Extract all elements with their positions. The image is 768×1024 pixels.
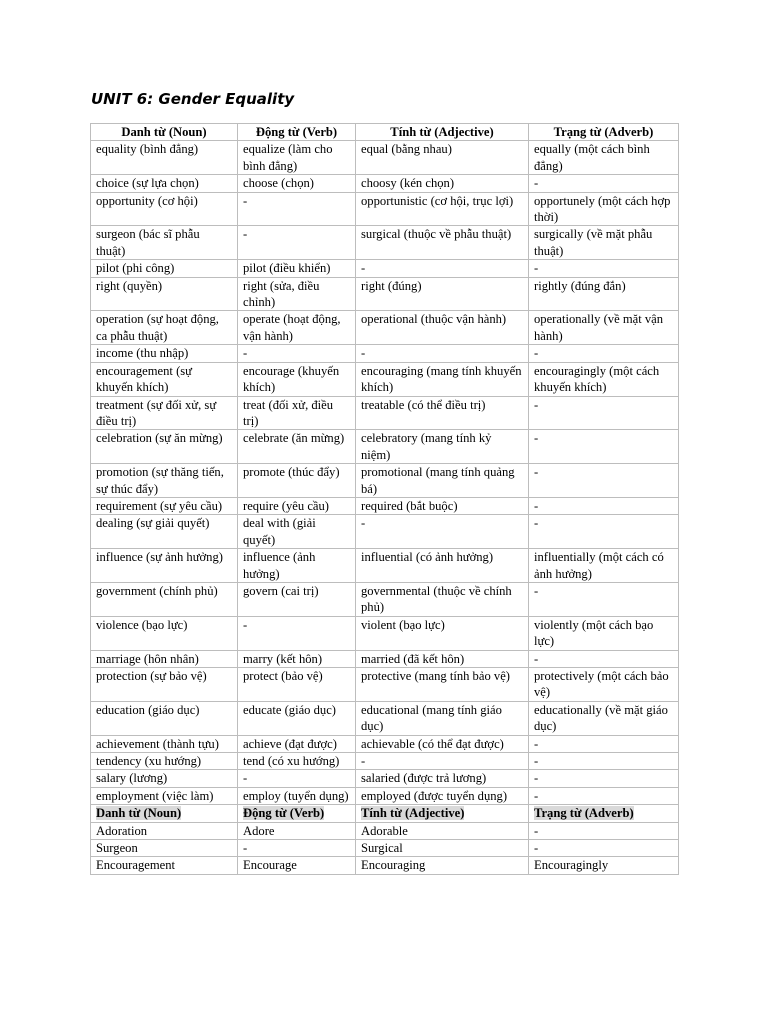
cell-noun: government (chính phủ) — [91, 582, 238, 616]
subheader-label: Danh từ (Noun) — [96, 806, 182, 821]
cell-adjective: governmental (thuộc về chính phủ) — [356, 582, 529, 616]
cell-adjective: celebratory (mang tính kỷ niệm) — [356, 430, 529, 464]
cell-noun — [91, 805, 238, 822]
cell-noun: surgeon (bác sĩ phẫu thuật) — [91, 226, 238, 260]
cell-noun: encouragement (sự khuyến khích) — [91, 362, 238, 396]
cell-adjective: operational (thuộc vận hành) — [356, 311, 529, 345]
cell-adverb: - — [529, 175, 679, 192]
cell-adjective: educational (mang tính giáo dục) — [356, 701, 529, 735]
cell-adverb: - — [529, 770, 679, 787]
cell-noun: dealing (sự giải quyết) — [91, 515, 238, 549]
table-row — [91, 430, 679, 464]
cell-adverb: violently (một cách bạo lực) — [529, 616, 679, 650]
cell-noun: marriage (hôn nhân) — [91, 650, 238, 667]
cell-verb: Encourage — [238, 857, 356, 874]
cell-verb: celebrate (ăn mừng) — [238, 430, 356, 464]
cell-noun: Surgeon — [91, 840, 238, 857]
table-row — [91, 787, 679, 804]
cell-verb: - — [238, 345, 356, 362]
table-row — [91, 822, 679, 839]
table-body — [91, 141, 679, 874]
cell-noun: violence (bạo lực) — [91, 616, 238, 650]
cell-adverb: - — [529, 345, 679, 362]
cell-adjective: achievable (có thể đạt được) — [356, 735, 529, 752]
cell-noun: employment (việc làm) — [91, 787, 238, 804]
cell-verb: promote (thúc đẩy) — [238, 464, 356, 498]
cell-verb: achieve (đạt được) — [238, 735, 356, 752]
table-row — [91, 701, 679, 735]
cell-noun: protection (sự bảo vệ) — [91, 668, 238, 702]
cell-noun: choice (sự lựa chọn) — [91, 175, 238, 192]
table-row — [91, 582, 679, 616]
table-row — [91, 345, 679, 362]
subheader-label: Tính từ (Adjective) — [361, 806, 465, 821]
cell-adjective: right (đúng) — [356, 277, 529, 311]
cell-adjective: influential (có ảnh hưởng) — [356, 549, 529, 583]
cell-adjective — [356, 805, 529, 822]
table-row — [91, 650, 679, 667]
cell-adverb: protectively (một cách bảo vệ) — [529, 668, 679, 702]
cell-adjective: salaried (được trả lương) — [356, 770, 529, 787]
table-row — [91, 464, 679, 498]
cell-verb: choose (chọn) — [238, 175, 356, 192]
table-row — [91, 362, 679, 396]
cell-verb: - — [238, 616, 356, 650]
cell-noun: Adoration — [91, 822, 238, 839]
cell-verb: employ (tuyển dụng) — [238, 787, 356, 804]
cell-adjective: employed (được tuyển dụng) — [356, 787, 529, 804]
cell-noun: Encouragement — [91, 857, 238, 874]
page-title: UNIT 6: Gender Equality — [91, 90, 295, 108]
cell-verb: deal with (giải quyết) — [238, 515, 356, 549]
cell-noun: income (thu nhập) — [91, 345, 238, 362]
cell-adjective: Adorable — [356, 822, 529, 839]
header-adverb: Trạng từ (Adverb) — [529, 124, 679, 141]
table-row — [91, 175, 679, 192]
cell-adverb: - — [529, 497, 679, 514]
table-row — [91, 497, 679, 514]
cell-verb: influence (ảnh hưởng) — [238, 549, 356, 583]
cell-adjective: surgical (thuộc về phẫu thuật) — [356, 226, 529, 260]
cell-adverb: educationally (về mặt giáo dục) — [529, 701, 679, 735]
table-row — [91, 141, 679, 175]
cell-noun: influence (sự ảnh hưởng) — [91, 549, 238, 583]
cell-verb: encourage (khuyến khích) — [238, 362, 356, 396]
cell-verb — [238, 805, 356, 822]
table-row — [91, 396, 679, 430]
table-row — [91, 311, 679, 345]
cell-adjective: Encouraging — [356, 857, 529, 874]
cell-adverb: - — [529, 464, 679, 498]
table-row — [91, 668, 679, 702]
cell-adverb: rightly (đúng đắn) — [529, 277, 679, 311]
cell-noun: right (quyền) — [91, 277, 238, 311]
cell-noun: tendency (xu hướng) — [91, 753, 238, 770]
cell-adverb: Encouragingly — [529, 857, 679, 874]
cell-adjective: choosy (kén chọn) — [356, 175, 529, 192]
cell-adjective: required (bắt buộc) — [356, 497, 529, 514]
cell-adjective: - — [356, 515, 529, 549]
cell-adjective: encouraging (mang tính khuyến khích) — [356, 362, 529, 396]
table-row — [91, 549, 679, 583]
cell-noun: pilot (phi công) — [91, 260, 238, 277]
cell-adjective: promotional (mang tính quảng bá) — [356, 464, 529, 498]
cell-verb: marry (kết hôn) — [238, 650, 356, 667]
cell-noun: promotion (sự thăng tiến, sự thúc đẩy) — [91, 464, 238, 498]
header-verb: Động từ (Verb) — [238, 124, 356, 141]
table-row — [91, 192, 679, 226]
cell-adverb: - — [529, 840, 679, 857]
cell-adjective: violent (bạo lực) — [356, 616, 529, 650]
table-row — [91, 735, 679, 752]
subheader-label: Trạng từ (Adverb) — [534, 806, 634, 821]
vocabulary-table — [90, 123, 679, 875]
cell-adverb: operationally (về mặt vận hành) — [529, 311, 679, 345]
table-row — [91, 857, 679, 874]
cell-adjective: - — [356, 345, 529, 362]
cell-noun: equality (bình đẳng) — [91, 141, 238, 175]
table-subheader-row — [91, 805, 679, 822]
cell-verb: - — [238, 840, 356, 857]
table-row — [91, 277, 679, 311]
cell-adverb: - — [529, 822, 679, 839]
cell-adverb: - — [529, 735, 679, 752]
cell-adverb: - — [529, 430, 679, 464]
table-row — [91, 515, 679, 549]
cell-verb: treat (đối xử, điều trị) — [238, 396, 356, 430]
table-header-row — [91, 124, 679, 141]
cell-adjective: married (đã kết hôn) — [356, 650, 529, 667]
cell-noun: requirement (sự yêu cầu) — [91, 497, 238, 514]
cell-adjective: - — [356, 260, 529, 277]
cell-verb: educate (giáo dục) — [238, 701, 356, 735]
cell-adverb: influentially (một cách có ảnh hưởng) — [529, 549, 679, 583]
cell-adverb: surgically (về mặt phẫu thuật) — [529, 226, 679, 260]
cell-adjective: Surgical — [356, 840, 529, 857]
cell-adjective: opportunistic (cơ hội, trục lợi) — [356, 192, 529, 226]
cell-adverb: opportunely (một cách hợp thời) — [529, 192, 679, 226]
cell-noun: achievement (thành tựu) — [91, 735, 238, 752]
cell-adverb: equally (một cách bình đẳng) — [529, 141, 679, 175]
table-row — [91, 616, 679, 650]
cell-adverb: encouragingly (một cách khuyến khích) — [529, 362, 679, 396]
cell-noun: treatment (sự đối xử, sự điều trị) — [91, 396, 238, 430]
cell-noun: salary (lương) — [91, 770, 238, 787]
cell-verb: protect (bảo vệ) — [238, 668, 356, 702]
cell-adjective: protective (mang tính bảo vệ) — [356, 668, 529, 702]
cell-verb: govern (cai trị) — [238, 582, 356, 616]
cell-adverb: - — [529, 582, 679, 616]
cell-verb: - — [238, 192, 356, 226]
cell-noun: education (giáo dục) — [91, 701, 238, 735]
header-noun: Danh từ (Noun) — [91, 124, 238, 141]
cell-adjective: - — [356, 753, 529, 770]
header-adjective: Tính từ (Adjective) — [356, 124, 529, 141]
cell-noun: operation (sự hoạt động, ca phẫu thuật) — [91, 311, 238, 345]
cell-adverb: - — [529, 260, 679, 277]
cell-verb: Adore — [238, 822, 356, 839]
table-row — [91, 226, 679, 260]
cell-verb: pilot (điều khiển) — [238, 260, 356, 277]
table-row — [91, 753, 679, 770]
table-row — [91, 260, 679, 277]
cell-adverb: - — [529, 396, 679, 430]
cell-adverb: - — [529, 650, 679, 667]
cell-verb: operate (hoạt động, vận hành) — [238, 311, 356, 345]
cell-verb: tend (có xu hướng) — [238, 753, 356, 770]
subheader-label: Động từ (Verb) — [243, 806, 325, 821]
cell-noun: opportunity (cơ hội) — [91, 192, 238, 226]
cell-verb: require (yêu cầu) — [238, 497, 356, 514]
cell-verb: - — [238, 770, 356, 787]
cell-verb: equalize (làm cho bình đẳng) — [238, 141, 356, 175]
cell-adjective: treatable (có thể điều trị) — [356, 396, 529, 430]
table-row — [91, 770, 679, 787]
cell-verb: right (sửa, điều chỉnh) — [238, 277, 356, 311]
cell-verb: - — [238, 226, 356, 260]
cell-adverb: - — [529, 753, 679, 770]
cell-adverb: - — [529, 787, 679, 804]
cell-noun: celebration (sự ăn mừng) — [91, 430, 238, 464]
cell-adjective: equal (bằng nhau) — [356, 141, 529, 175]
cell-adverb: - — [529, 515, 679, 549]
cell-adverb — [529, 805, 679, 822]
table-row — [91, 840, 679, 857]
